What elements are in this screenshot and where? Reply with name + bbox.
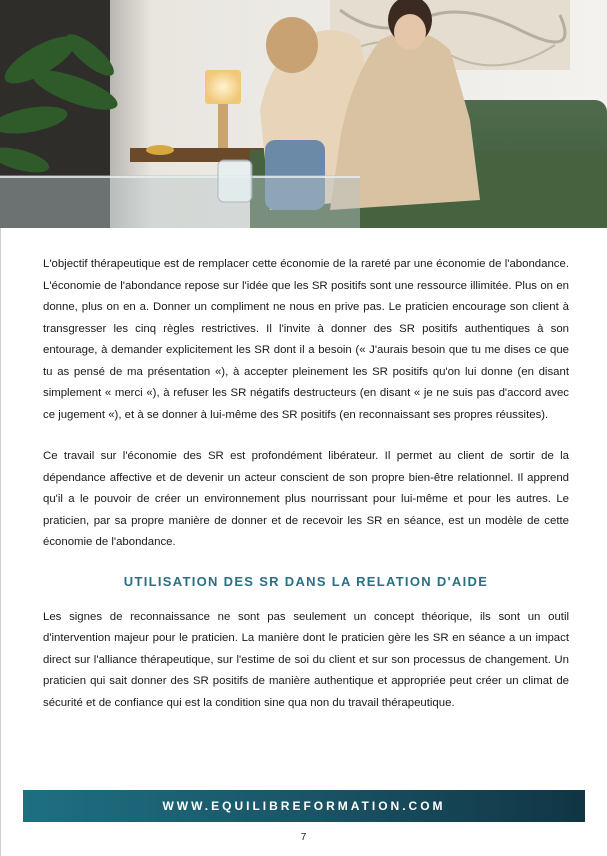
paragraph-1: L'objectif thérapeutique est de remplacer cette économie de la rareté par une économie de l'abondance. L'économie de l'abondance repose sur l'idée que les SR positifs sont une ressource illimitée. Plus on en donne, plus on en a. Donner un compliment ne nous en prive pas. Le praticien encourage son client à transgresser les cinq règles restrictives. Il l'invite à donner des SR positifs authentiques à son entourage, à demander explicitement les SR dont il a besoin (« J'aurais besoin que tu me dises ce que tu as pensé de ma présentation «), à accepter pleinement les SR positifs qu'on lui donne (en disant simplement « merci «), à refuser les SR négatifs destructeurs (en disant « je ne suis pas d'accord avec ce jugement «), et à se donner à lui-même des SR positifs (en reconnaissant ses propres réussites). xyxy=(43,258,569,421)
therapy-session-image xyxy=(0,0,607,228)
footer-url: WWW.EQUILIBREFORMATION.COM xyxy=(162,799,446,813)
page-number: 7 xyxy=(300,832,307,843)
section-heading: UTILISATION DES SR DANS LA RELATION D'AIDE xyxy=(123,573,489,589)
page-edge xyxy=(0,228,1,856)
section-paragraph: Les signes de reconnaissance ne sont pas seulement un concept théorique, ils sont un outil d'intervention majeur pour le praticien. La manière dont le praticien gère les SR en séance a un impact direct sur l'alliance thérapeutique, sur l'estime de soi du client et sur son processus de changement. Un praticien qui sait donner des SR positifs de manière authentique et appropriée peut créer un climat de sécurité et de confiance qui est la condition sine qua non du travail thérapeutique. xyxy=(43,610,569,709)
body-text xyxy=(43,254,569,734)
paragraph-2: Ce travail sur l'économie des SR est profondément libérateur. Il permet au client de sortir de la dépendance affective et de devenir un acteur conscient de son propre bien-être relationnel. Il apprend qu'il a le pouvoir de créer un environnement plus nourrissant pour lui-même et pour les autres. Le praticien, par sa propre manière de donner et de recevoir les SR en séance, est un modèle de cette économie de l'abondance. xyxy=(43,450,569,548)
footer-band xyxy=(23,790,585,822)
header-photo xyxy=(0,0,607,228)
